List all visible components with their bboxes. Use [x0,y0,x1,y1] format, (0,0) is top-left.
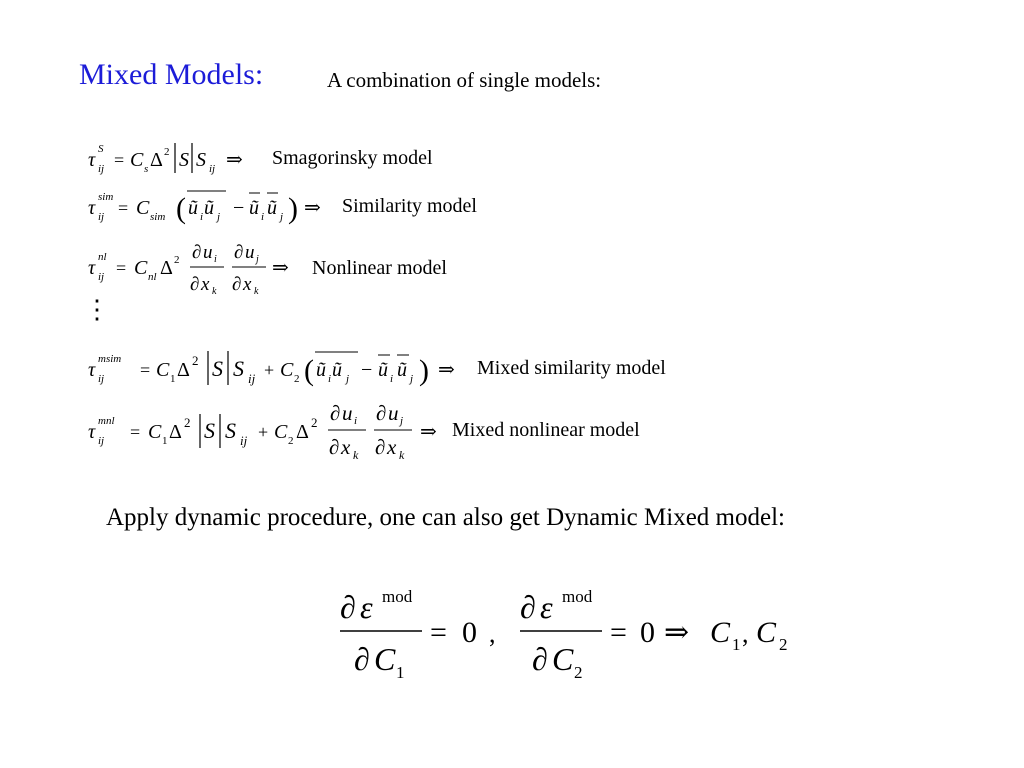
svg-text:1: 1 [732,635,741,654]
svg-text:C: C [134,257,148,279]
svg-text:Δ: Δ [160,257,173,279]
svg-text:C: C [148,421,162,443]
svg-text:ij: ij [209,163,216,175]
label-mixed-similarity: Mixed similarity model [477,356,666,379]
vertical-ellipsis: ⋮ [84,295,110,324]
svg-text:∂: ∂ [234,242,244,263]
svg-text:ũ: ũ [332,359,342,381]
equation-nonlinear [86,238,447,298]
svg-text:i: i [328,373,332,385]
svg-text:i: i [261,211,265,223]
svg-text:,: , [742,619,749,648]
label-mixed-nonlinear: Mixed nonlinear model [452,418,640,441]
svg-text:ε: ε [540,589,553,625]
svg-text:C: C [756,616,777,649]
svg-text:∂: ∂ [329,435,340,459]
svg-text:j: j [256,254,259,265]
svg-text:mod: mod [562,587,593,606]
svg-text:∂: ∂ [232,274,242,295]
svg-text:u: u [245,242,255,263]
svg-text:ũ: ũ [397,359,407,381]
svg-text:=: = [114,150,125,170]
svg-text:+: + [258,422,269,442]
svg-text:⇒: ⇒ [420,421,437,443]
svg-text:C: C [156,359,170,381]
svg-text:x: x [387,435,397,459]
svg-text:u: u [203,242,213,263]
svg-text:x: x [341,435,351,459]
svg-text:j: j [280,211,284,223]
svg-text:k: k [353,448,359,462]
svg-text:Δ: Δ [169,421,182,443]
svg-text:S: S [204,418,215,443]
svg-text:x: x [201,274,210,295]
svg-text:0: 0 [640,616,655,649]
svg-text:=: = [140,360,151,380]
slide-title: Mixed Models: [79,58,264,91]
svg-text:2: 2 [779,635,788,654]
svg-text:⇒: ⇒ [664,616,690,649]
svg-text:⇒: ⇒ [304,197,321,219]
svg-text:ij: ij [98,373,105,385]
svg-text:k: k [212,286,217,297]
svg-text:C: C [552,641,574,677]
svg-text:C: C [136,197,150,219]
svg-text:∂: ∂ [375,435,386,459]
svg-text:C: C [130,149,144,171]
svg-text:ij: ij [248,371,256,386]
svg-text:ij: ij [98,435,105,447]
svg-text:S: S [179,149,189,171]
svg-text:∂: ∂ [520,589,536,625]
svg-text:⇒: ⇒ [226,149,243,171]
svg-text:∂: ∂ [190,274,200,295]
svg-text:2: 2 [192,353,199,368]
svg-text:j: j [410,373,414,385]
svg-text:Δ: Δ [177,359,190,381]
svg-text:msim: msim [98,353,122,365]
svg-text:i: i [354,415,358,427]
svg-text:x: x [243,274,252,295]
svg-text:−: − [361,359,373,381]
svg-text:C: C [710,616,731,649]
equation-mixed-similarity [86,338,666,398]
svg-text:0: 0 [462,616,477,649]
svg-text:,: , [489,619,496,648]
svg-text:mod: mod [382,587,413,606]
svg-text:): ) [288,192,298,225]
svg-text:S: S [225,418,236,443]
svg-text:+: + [264,360,275,380]
svg-text:ij: ij [98,271,105,283]
svg-text:−: − [233,197,245,219]
svg-text:=: = [118,198,129,218]
equation-mixed-nonlinear [86,400,640,460]
svg-text:ij: ij [240,433,248,448]
svg-text:Δ: Δ [150,149,163,171]
svg-text:=: = [130,422,141,442]
svg-text:ũ: ũ [188,197,198,219]
svg-text:C: C [280,359,294,381]
svg-text:C: C [374,641,396,677]
svg-text:nl: nl [148,271,157,283]
svg-text:ũ: ũ [204,197,214,219]
svg-text:j: j [400,415,404,427]
svg-text:C: C [274,421,288,443]
svg-text:⇒: ⇒ [272,257,289,279]
svg-text:∂: ∂ [192,242,202,263]
svg-text:τ: τ [88,359,96,381]
svg-text:ũ: ũ [378,359,388,381]
svg-text:τ: τ [88,257,96,279]
svg-text:2: 2 [311,415,318,430]
svg-text:sim: sim [98,191,114,203]
svg-text:(: ( [176,192,186,225]
nonlinear-formula [86,238,306,298]
svg-text:ε: ε [360,589,373,625]
similarity-formula [86,176,336,236]
svg-text:2: 2 [164,146,170,158]
svg-text:mnl: mnl [98,415,115,427]
svg-text:S: S [212,356,223,381]
svg-text:∂: ∂ [354,641,370,677]
dynamic-mixed-model-formula [336,578,806,688]
svg-text:ij: ij [98,163,105,175]
mixed-nonlinear-formula [86,400,446,460]
equation-similarity [86,176,477,236]
svg-text:∂: ∂ [376,401,387,425]
svg-text:k: k [254,286,259,297]
svg-text:1: 1 [396,663,405,682]
svg-text:i: i [200,211,204,223]
svg-text:): ) [419,354,429,387]
svg-text:2: 2 [294,373,300,385]
svg-text:=: = [116,258,127,278]
svg-text:τ: τ [88,421,96,443]
svg-text:k: k [399,448,405,462]
svg-text:1: 1 [162,435,168,447]
svg-text:i: i [390,373,394,385]
svg-text:j: j [346,373,350,385]
svg-text:1: 1 [170,373,176,385]
svg-text:2: 2 [574,663,583,682]
svg-text:i: i [214,254,217,265]
svg-text:τ: τ [88,149,96,171]
svg-text:S: S [233,356,244,381]
svg-text:(: ( [304,354,314,387]
label-smagorinsky: Smagorinsky model [272,146,433,169]
label-similarity: Similarity model [342,194,477,217]
svg-text:2: 2 [288,435,294,447]
svg-text:ũ: ũ [249,197,259,219]
svg-text:S: S [98,143,104,155]
svg-text:τ: τ [88,197,96,219]
slide-subtitle: A combination of single models: [327,68,602,92]
svg-text:S: S [196,149,206,171]
svg-text:2: 2 [174,254,180,266]
svg-text:u: u [388,401,399,425]
svg-text:2: 2 [184,415,191,430]
dynamic-procedure-text: Apply dynamic procedure, one can also get Dynamic Mixed model: [106,504,785,531]
svg-text:∂: ∂ [340,589,356,625]
svg-text:ũ: ũ [267,197,277,219]
mixed-similarity-formula [86,338,471,398]
svg-text:ũ: ũ [316,359,326,381]
svg-text:⇒: ⇒ [438,359,455,381]
svg-text:j: j [217,211,221,223]
svg-text:Δ: Δ [296,421,309,443]
svg-text:=: = [430,616,447,649]
svg-text:sim: sim [150,211,166,223]
label-nonlinear: Nonlinear model [312,256,447,279]
svg-text:∂: ∂ [532,641,548,677]
svg-text:u: u [342,401,353,425]
svg-text:ij: ij [98,211,105,223]
svg-text:=: = [610,616,627,649]
svg-text:s: s [144,163,149,175]
svg-text:∂: ∂ [330,401,341,425]
svg-text:nl: nl [98,251,107,263]
